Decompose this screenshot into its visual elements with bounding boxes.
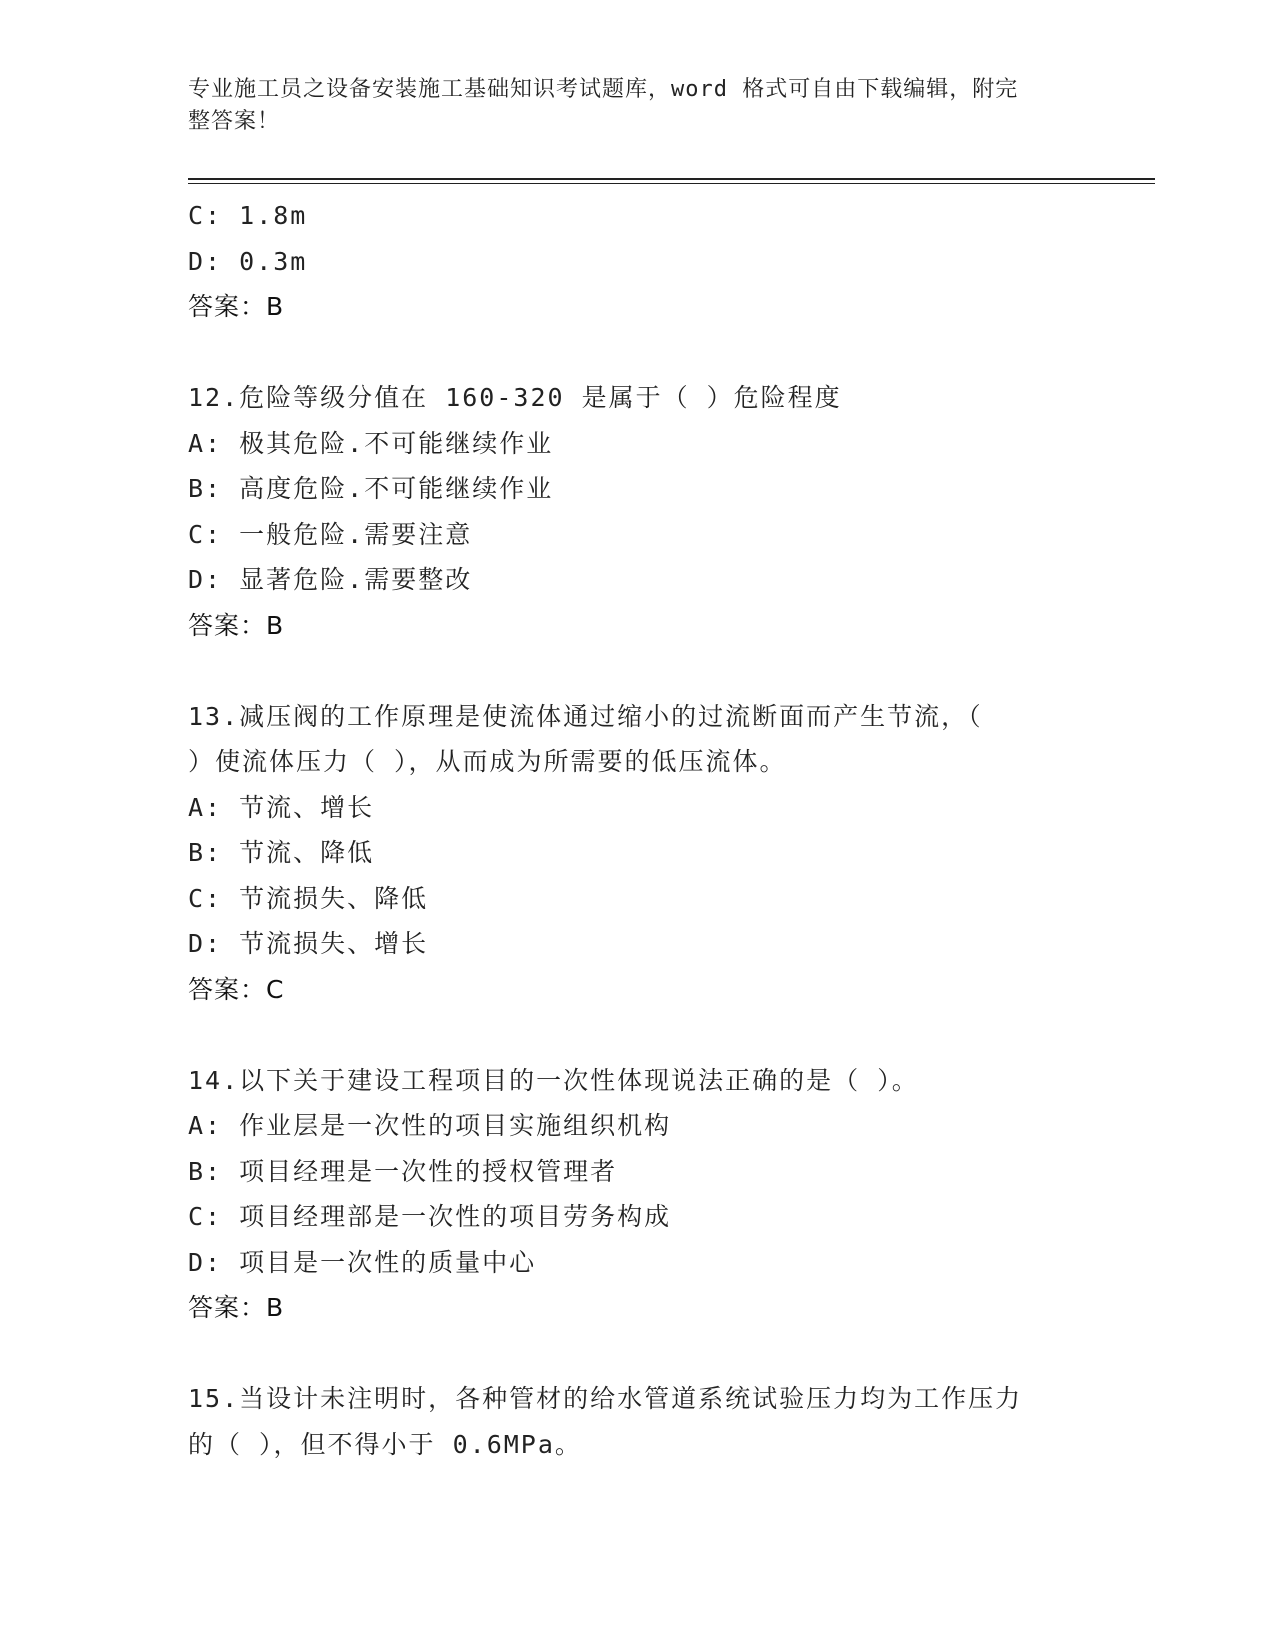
question-15 xyxy=(188,1376,1088,1467)
option-c: C: 节流损失、降低 xyxy=(188,883,429,913)
question-text: 12.危险等级分值在 160-320 是属于（ ）危险程度 xyxy=(188,383,842,412)
option-d: D: 0.3m xyxy=(188,246,308,276)
spacer xyxy=(188,648,1088,694)
option-d: D: 显著危险.需要整改 xyxy=(188,565,473,594)
question-text-line-2: 的（ ），但不得小于 0.6MPa。 xyxy=(188,1429,582,1459)
option-a: A: 作业层是一次性的项目实施组织机构 xyxy=(188,1111,672,1140)
header-divider-thin xyxy=(188,183,1155,184)
question-14 xyxy=(188,1058,1088,1331)
question-12 xyxy=(188,375,1088,648)
option-b: B: 项目经理是一次性的授权管理者 xyxy=(188,1156,618,1186)
header-divider-thick xyxy=(188,178,1155,180)
spacer xyxy=(188,1331,1088,1377)
option-d: D: 节流损失、增长 xyxy=(188,929,429,958)
option-b: B: 节流、降低 xyxy=(188,838,375,867)
option-c: C: 1.8m xyxy=(188,201,308,230)
option-a: A: 极其危险.不可能继续作业 xyxy=(188,428,554,458)
question-text-line-1: 13.减压阀的工作原理是使流体通过缩小的过流断面而产生节流，（ xyxy=(188,701,983,731)
header-title-line-2: 整答案！ xyxy=(188,109,281,134)
spacer xyxy=(188,330,1088,376)
spacer xyxy=(188,1012,1088,1058)
answer-line: 答案：C xyxy=(188,974,285,1004)
question-text: 14.以下关于建设工程项目的一次性体现说法正确的是（ ）。 xyxy=(188,1065,919,1095)
question-text-line-2: ）使流体压力（ ），从而成为所需要的低压流体。 xyxy=(188,747,787,776)
answer-line: 答案：B xyxy=(188,292,285,321)
exam-content xyxy=(188,193,1088,1467)
option-c: C: 项目经理部是一次性的项目劳务构成 xyxy=(188,1202,672,1231)
option-c: C: 一般危险.需要注意 xyxy=(188,519,473,549)
question-text-line-1: 15.当设计未注明时，各种管材的给水管道系统试验压力均为工作压力 xyxy=(188,1384,1023,1413)
option-d: D: 项目是一次性的质量中心 xyxy=(188,1247,537,1277)
question-13 xyxy=(188,694,1088,1013)
document-header xyxy=(188,74,1068,138)
answer-line: 答案：B xyxy=(188,610,285,640)
header-title-line-1: 专业施工员之设备安装施工基础知识考试题库，word 格式可自由下载编辑，附完 xyxy=(188,77,1019,102)
question-11-tail xyxy=(188,193,1088,330)
option-a: A: 节流、增长 xyxy=(188,792,375,822)
option-b: B: 高度危险.不可能继续作业 xyxy=(188,474,554,503)
answer-line: 答案：B xyxy=(188,1293,285,1322)
